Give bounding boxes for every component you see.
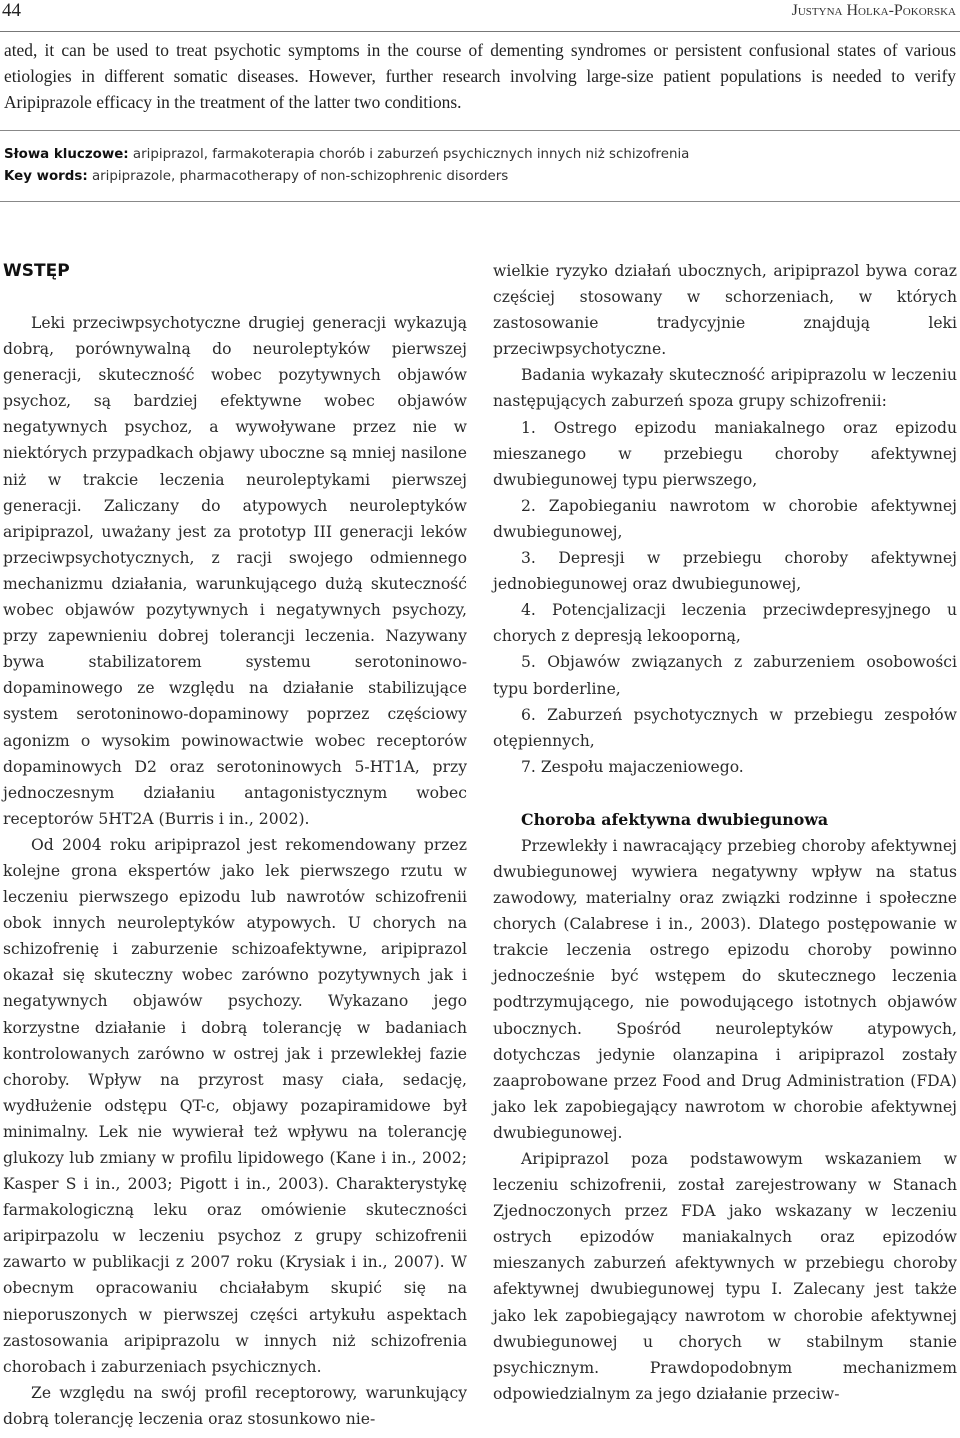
list-item: 5. Objawów związanych z zaburzeniem osobowości typu borderline, <box>493 653 957 698</box>
left-column <box>3 258 467 1432</box>
abstract-continuation: ated, it can be used to treat psychotic symptoms in the course of dementing syndromes or persistent confusional states of various etiologies in different somatic diseases. However, further research involving large-size patient populations is needed to verify Aripiprazole efficacy in the treatment of the latter two conditions. <box>4 40 956 112</box>
list-item: 1. Ostrego epizodu maniakalnego oraz epizodu mieszanego w przebiegu choroby afektywnej dwubiegunowej typu pierwszego, <box>493 418 957 489</box>
keywords-polish <box>4 144 956 166</box>
section-title-wstep: WSTĘP <box>3 261 70 281</box>
body-paragraph: Przewlekły i nawracający przebieg choroby afektywnej dwubiegunowej wywiera negatywny wpływ na status zawodowy, materialny oraz związki rodzinne i społeczne chorych (Calabrese i in., 2003). Dlatego postępowanie w trakcie leczenia ostrego epizodu choroby powinno jednocześnie być wstępem do skutecznego leczenia podtrzymującego, nie powodującego istotnych objawów ubocznych. Spośród neuroleptyków atypowych, dotychczas jedynie olanzapina i aripiprazol zostały zaaprobowane przez Food and Drug Administration (FDA) jako lek zapobiegający nawrotom w chorobie afektywnej dwubiegunowej. <box>493 836 957 1142</box>
body-paragraph: Ze względu na swój profil receptorowy, warunkujący dobrą tolerancję leczenia oraz stosunkowo nie- <box>3 1383 467 1428</box>
list-intro: Badania wykazały skuteczność aripiprazolu w leczeniu następujących zaburzeń spoza grupy schizofrenii: <box>493 366 957 411</box>
header-rule <box>0 31 960 32</box>
keywords-rule-top <box>0 130 960 131</box>
body-paragraph: Od 2004 roku aripiprazol jest rekomendowany przez kolejne grona ekspertów jako lek pierwszego rzutu w leczeniu pierwszego epizodu lub nawrotów schizofrenii obok innych neuroleptyków atypowych. U chorych na schizofrenię i zaburzenie schizoafektywne, aripiprazol okazał się skuteczny wobec zarówno pozytywnych jak i negatywnych objawów psychozy. Wykazano jego korzystne działanie i dobrą tolerancję w badaniach kontrolowanych zarówno w ostrej jak i przewlekłej fazie choroby. Wpływ na przyrost masy ciała, sedację, wydłużenie odstępu QT-c, objawy pozapiramidowe był minimalny. Lek nie wywierał też wpływu na tolerancję glukozy lub zmiany w profilu lipidowego (Kane i in., 2002; Kasper S i in., 2003; Pigott i in., 2003). Charakterystykę farmakologiczną leku oraz omówienie skuteczności aripirpazolu w leczeniu psychoz z grupy schizofrenii zawarto w publikacji z 2007 roku (Krysiak i in., 2007). W obecnym opracowaniu chciałabym skupić się na nieporuszonych w pierwszej części artykułu aspektach zastosowania aripiprazolu w innych niż schizofrenia chorobach i zaburzeniach psychicznych. <box>3 835 467 1376</box>
list-item: 3. Depresji w przebiegu choroby afektywnej jednobiegunowej oraz dwubiegunowej, <box>493 549 957 594</box>
list-item: 2. Zapobieganiu nawrotom w chorobie afektywnej dwubiegunowej, <box>493 496 957 541</box>
subheading-bipolar: Choroba afektywna dwubiegunowa <box>521 809 829 829</box>
body-paragraph: Leki przeciwpsychotyczne drugiej generacji wykazują dobrą, porównywalną do neuroleptyków pierwszej generacji, skuteczność wobec pozytywnych objawów psychoz, są bardziej efektywne wobec objawów negatywnych psychoz, a wywoływane przez nie w niektórych przypadkach objawy uboczne są mniej nasilone niż w trakcie leczenia neuroleptykami pierwszej generacji. Zaliczany do atypowych neuroleptyków aripiprazol, uważany jest za prototyp III generacji leków przeciwpsychotycznych, z racji swojego odmiennego mechanizmu działania, warunkującego dużą skuteczność wobec objawów pozytywnych i negatywnych psychozy, przy zapewnieniu dobrej tolerancji leczenia. Nazywany bywa stabilizatorem systemu serotoninowo-dopaminowego ze względu na działanie stabilizujące system serotoninowo-dopaminowy poprzez częściowy agonizm o wysokim powinowactwie wobec receptorów dopaminowych D2 oraz serotoninowych 5-HT1A, przy jednoczesnym działaniu antagonistycznym wobec receptorów 5HT2A (Burris i in., 2002). <box>3 314 467 828</box>
keywords-rule-bottom <box>0 201 960 202</box>
list-item: 6. Zaburzeń psychotycznych w przebiegu zespołów otępiennych, <box>493 705 957 750</box>
list-item: 4. Potencjalizacji leczenia przeciwdepresyjnego u chorych z depresją lekooporną, <box>493 601 957 646</box>
body-paragraph: wielkie ryzyko działań ubocznych, aripiprazol bywa coraz częściej stosowany w schorzeniach, w których zastosowanie tradycyjnie znajdują leki przeciwpsychotyczne. <box>493 262 957 359</box>
page-header <box>0 0 960 32</box>
keywords-english-label: Key words: <box>4 169 88 184</box>
keywords-polish-text: aripiprazol, farmakoterapia chorób i zaburzeń psychicznych innych niż schizofrenia <box>128 147 690 162</box>
right-column <box>493 258 957 1407</box>
running-head-author: Justyna Holka-Pokorska <box>791 2 956 19</box>
list-item: 7. Zespołu majaczeniowego. <box>521 757 744 776</box>
page-number: 44 <box>2 0 21 21</box>
keywords-block <box>4 144 956 188</box>
body-paragraph: Aripiprazol poza podstawowym wskazaniem w leczeniu schizofrenii, został zarejestrowany w Stanach Zjednoczonych przez FDA jako wskazany w leczeniu ostrych epizodów maniakalnych oraz epizodów mieszanych zaburzeń afektywnych w przebiegu choroby afektywnej dwubiegunowej typu I. Zalecany jest także jako lek zapobiegający nawrotom w chorobie afektywnej dwubiegunowej u chorych w stabilnym stanie psychicznym. Prawdopodobnym mechanizmem odpowiedzialnym za jego działanie przeciw- <box>493 1150 957 1403</box>
keywords-english <box>4 166 956 188</box>
keywords-english-text: aripiprazole, pharmacotherapy of non-schizophrenic disorders <box>87 169 509 184</box>
keywords-polish-label: Słowa kluczowe: <box>4 147 129 162</box>
indications-list <box>493 415 957 780</box>
